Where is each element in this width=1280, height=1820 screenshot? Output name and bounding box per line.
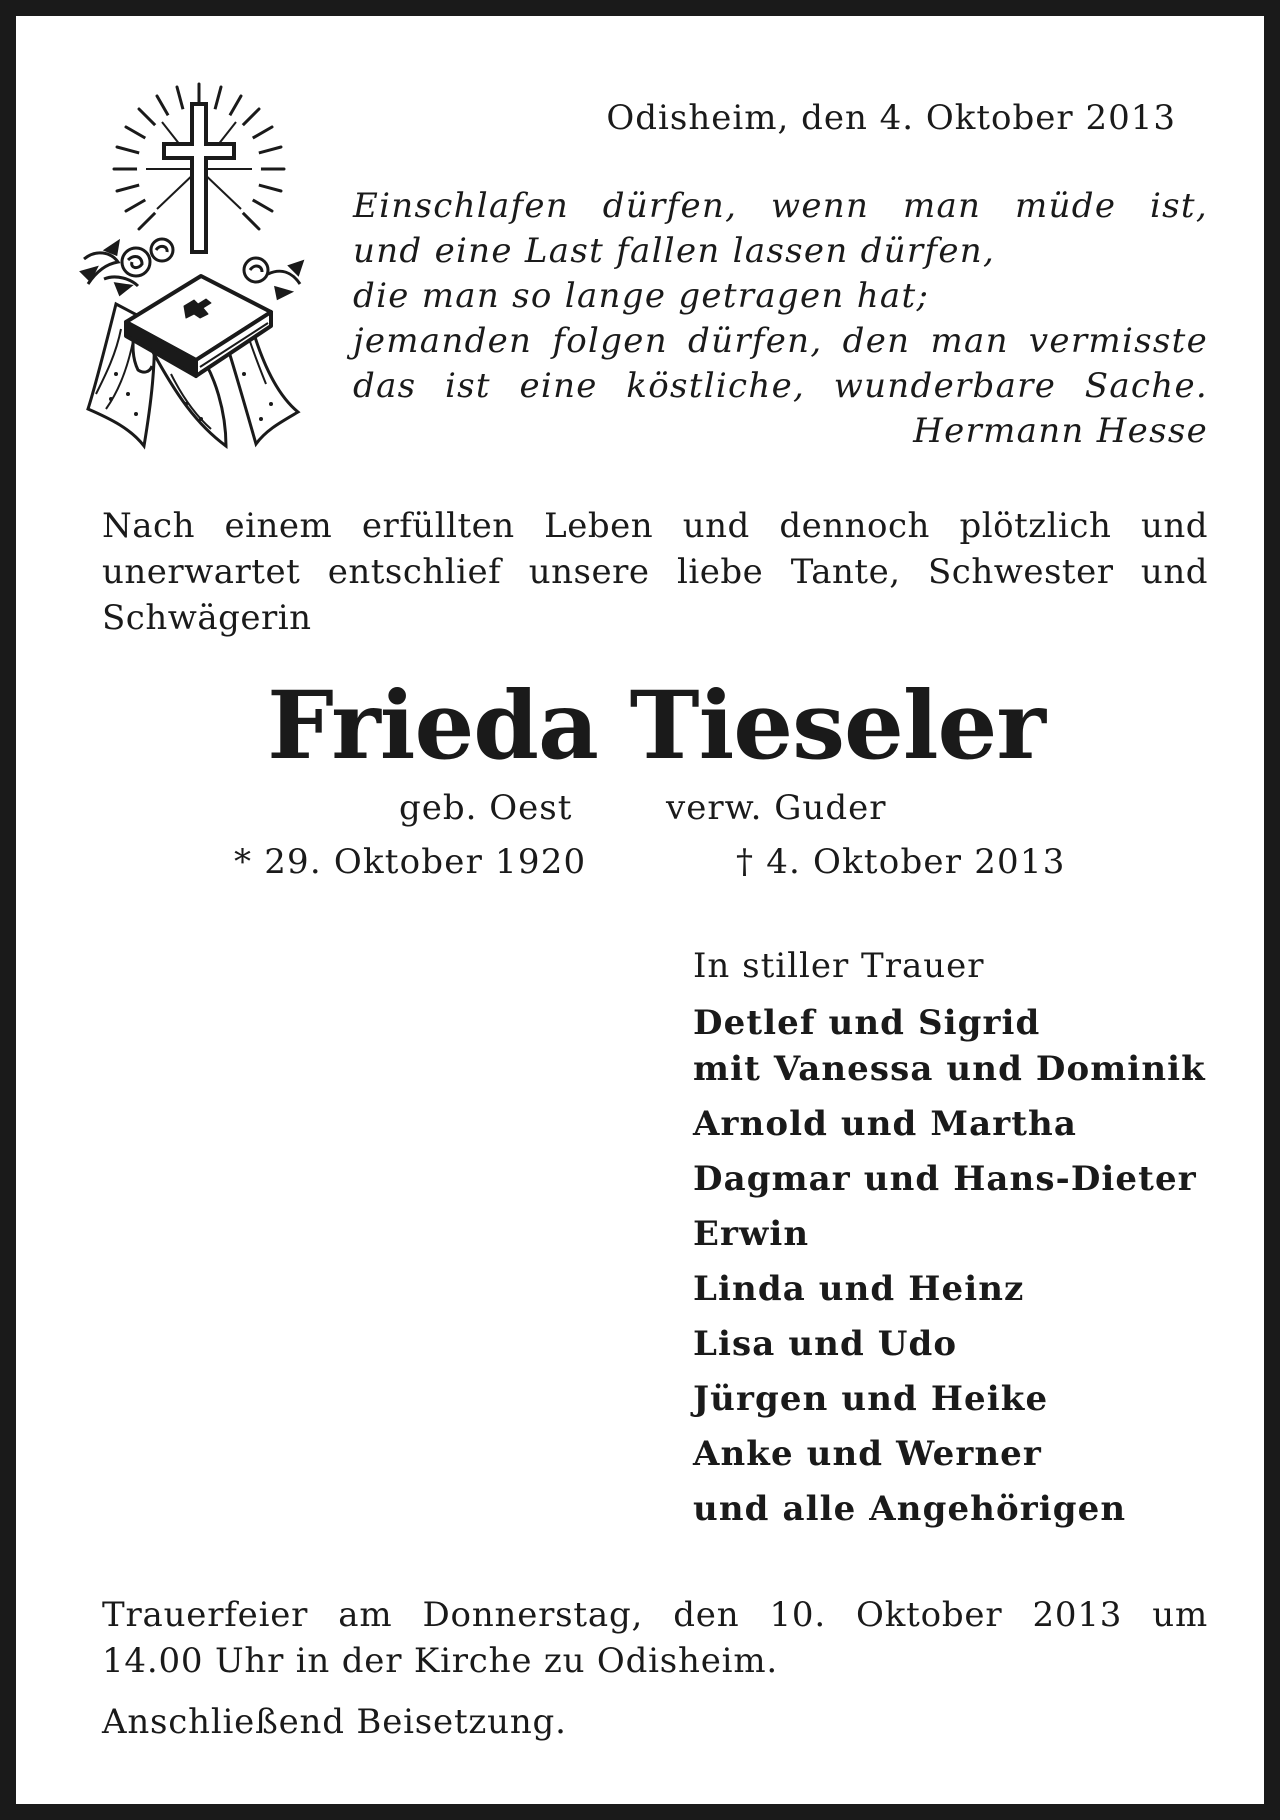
mourner-line: Linda und Heinz: [693, 1269, 1025, 1309]
mourner-group: [693, 1156, 1213, 1202]
mourner-group: [693, 1266, 1213, 1312]
place-date: Odisheim, den 4. Oktober 2013: [606, 98, 1176, 138]
intro-line: Schwägerin: [102, 598, 312, 638]
mourner-group: [693, 1211, 1213, 1257]
intro-line: unerwartet entschlief unsere liebe Tante, Schwester und: [102, 552, 1208, 592]
mourner-group: [693, 1321, 1213, 1367]
mourner-group: [693, 1000, 1213, 1092]
mourner-group: [693, 1101, 1213, 1147]
mourner-group: [693, 1486, 1213, 1532]
cross-bible-emblem-icon: [76, 74, 306, 454]
intro-text: [102, 503, 1208, 641]
burial-note: Anschließend Beisetzung.: [102, 1702, 567, 1742]
mourner-group: [693, 1376, 1213, 1422]
poem-line: die man so lange getragen hat;: [353, 276, 930, 316]
mourner-group: [693, 1431, 1213, 1477]
poem-line: und eine Last fallen lassen dürfen,: [353, 231, 996, 271]
mourner-line: Jürgen und Heike: [693, 1379, 1049, 1419]
poem-line: Einschlafen dürfen, wenn man müde ist,: [353, 186, 1208, 226]
mourner-line: und alle Angehörigen: [693, 1489, 1127, 1529]
mourner-line: Lisa und Udo: [693, 1324, 958, 1364]
poem-line: jemanden folgen dürfen, den man vermisste: [353, 321, 1208, 361]
poem-author: Hermann Hesse: [913, 411, 1208, 451]
mourner-line: Anke und Werner: [693, 1434, 1042, 1474]
death-date: † 4. Oktober 2013: [736, 842, 1066, 882]
intro-line: Nach einem erfüllten Leben und dennoch plötzlich und: [102, 506, 1208, 546]
widowed-name: verw. Guder: [666, 788, 887, 828]
service-info: [102, 1592, 1208, 1684]
birth-name: geb. Oest: [399, 788, 573, 828]
birth-date: * 29. Oktober 1920: [234, 842, 587, 882]
poem: [353, 184, 1208, 454]
mourner-line: mit Vanessa und Dominik: [693, 1049, 1206, 1089]
radiant-cross-icon: [114, 84, 284, 252]
mourner-line: Dagmar und Hans-Dieter: [693, 1159, 1197, 1199]
mourner-line: Arnold und Martha: [693, 1104, 1078, 1144]
mourners-heading: In stiller Trauer: [693, 946, 985, 986]
service-line: 14.00 Uhr in der Kirche zu Odisheim.: [102, 1641, 778, 1681]
service-line: Trauerfeier am Donnerstag, den 10. Oktober 2013 um: [102, 1595, 1208, 1635]
deceased-name: Frieda Tieseler: [267, 671, 1045, 781]
poem-line: das ist eine köstliche, wunderbare Sache.: [353, 366, 1208, 406]
mourner-line: Detlef und Sigrid: [693, 1003, 1041, 1043]
mourner-line: Erwin: [693, 1214, 810, 1254]
mourners-list: [693, 944, 1213, 1541]
